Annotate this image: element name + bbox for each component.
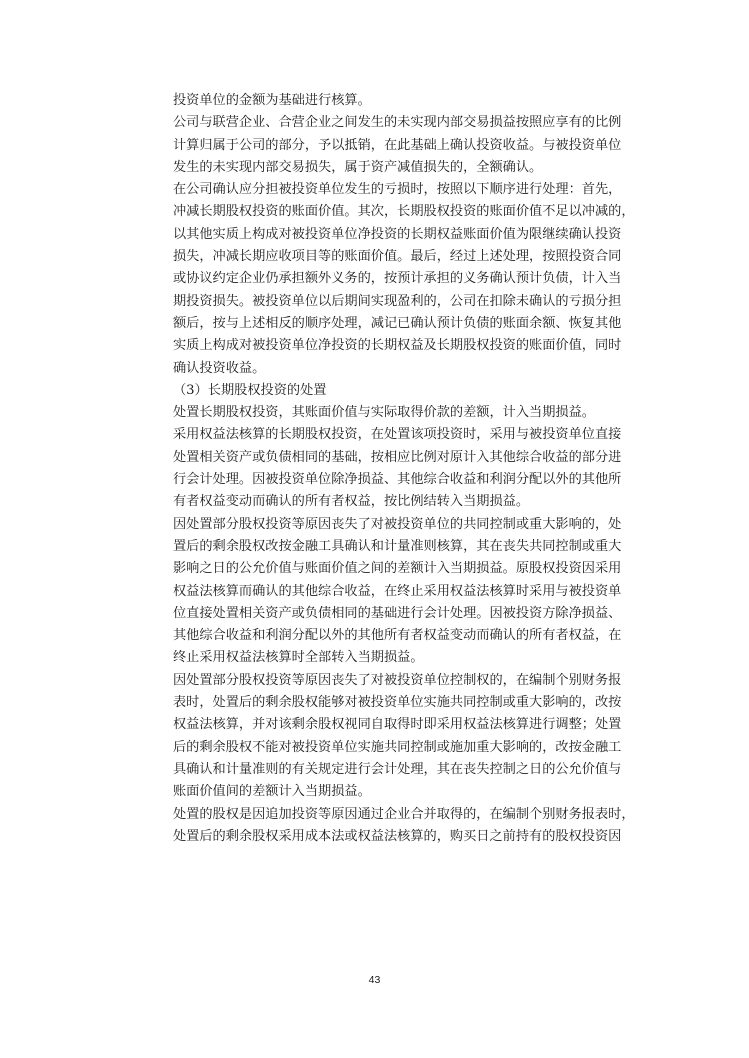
text-line: 因处置部分股权投资等原因丧失了对被投资单位的共同控制或重大影响的，处 bbox=[173, 516, 622, 532]
text-line: 因处置部分股权投资等原因丧失了对被投资单位控制权的，在编制个别财务报 bbox=[173, 672, 622, 688]
page-number: 43 bbox=[368, 974, 381, 986]
text-line: 具确认和计量准则的有关规定进行会计处理，其在丧失控制之日的公允价值与 bbox=[173, 761, 622, 777]
text-line: 处置后的剩余股权采用成本法或权益法核算的，购买日之前持有的股权投资因 bbox=[173, 828, 622, 844]
text-line: 在公司确认应分担被投资单位发生的亏损时，按照以下顺序进行处理：首先， bbox=[173, 182, 622, 198]
text-line: 置后的剩余股权改按金融工具确认和计量准则核算，其在丧失共同控制或重大 bbox=[173, 538, 622, 554]
text-line: 权益法核算，并对该剩余股权视同自取得时即采用权益法核算进行调整；处置 bbox=[173, 717, 622, 733]
text-line: 计算归属于公司的部分，予以抵销，在此基础上确认投资收益。与被投资单位 bbox=[173, 137, 622, 153]
text-line: 处置长期股权投资，其账面价值与实际取得价款的差额，计入当期损益。 bbox=[173, 405, 595, 421]
text-line: 行会计处理。因被投资单位除净损益、其他综合收益和利润分配以外的其他所 bbox=[173, 472, 622, 488]
text-line: 公司与联营企业、合营企业之间发生的未实现内部交易损益按照应享有的比例 bbox=[173, 115, 622, 131]
text-line: 确认投资收益。 bbox=[173, 360, 266, 376]
text-line: 发生的未实现内部交易损失，属于资产减值损失的，全额确认。 bbox=[173, 159, 543, 175]
text-line: 损失，冲减长期应收项目等的账面价值。最后，经过上述处理，按照投资合同 bbox=[173, 249, 622, 265]
text-line: 影响之日的公允价值与账面价值之间的差额计入当期损益。原股权投资因采用 bbox=[173, 561, 622, 577]
text-line: 或协议约定企业仍承担额外义务的，按预计承担的义务确认预计负债，计入当 bbox=[173, 271, 622, 287]
text-line: 后的剩余股权不能对被投资单位实施共同控制或施加重大影响的，改按金融工 bbox=[173, 739, 622, 755]
text-line: 表时，处置后的剩余股权能够对被投资单位实施共同控制或重大影响的，改按 bbox=[173, 695, 622, 711]
text-line: 期投资损失。被投资单位以后期间实现盈利的，公司在扣除未确认的亏损分担 bbox=[173, 293, 622, 309]
document-body bbox=[173, 90, 635, 848]
text-line: 额后，按与上述相反的顺序处理，减记已确认预计负债的账面余额、恢复其他 bbox=[173, 315, 622, 331]
text-line: 实质上构成对被投资单位净投资的长期权益及长期股权投资的账面价值，同时 bbox=[173, 338, 622, 354]
text-line: 有者权益变动而确认的所有者权益，按比例结转入当期损益。 bbox=[173, 494, 530, 510]
text-line: 处置的股权是因追加投资等原因通过企业合并取得的，在编制个别财务报表时， bbox=[173, 806, 635, 822]
text-line: 位直接处置相关资产或负债相同的基础进行会计处理。因被投资方除净损益、 bbox=[173, 605, 622, 621]
text-line: 处置相关资产或负债相同的基础，按相应比例对原计入其他综合收益的部分进 bbox=[173, 449, 622, 465]
text-line: 以其他实质上构成对被投资单位净投资的长期权益账面价值为限继续确认投资 bbox=[173, 226, 622, 242]
text-line: 投资单位的金额为基础进行核算。 bbox=[173, 93, 371, 108]
text-line: 终止采用权益法核算时全部转入当期损益。 bbox=[173, 650, 424, 666]
text-line: 权益法核算而确认的其他综合收益，在终止采用权益法核算时采用与被投资单 bbox=[173, 583, 622, 599]
text-line: （3）长期股权投资的处置 bbox=[173, 382, 327, 398]
text-line: 采用权益法核算的长期股权投资，在处置该项投资时，采用与被投资单位直接 bbox=[173, 427, 622, 443]
text-line: 账面价值间的差额计入当期损益。 bbox=[173, 784, 371, 800]
text-line: 其他综合收益和利润分配以外的其他所有者权益变动而确认的所有者权益，在 bbox=[173, 628, 622, 644]
text-line: 冲减长期股权投资的账面价值。其次，长期股权投资的账面价值不足以冲减的， bbox=[173, 204, 635, 220]
